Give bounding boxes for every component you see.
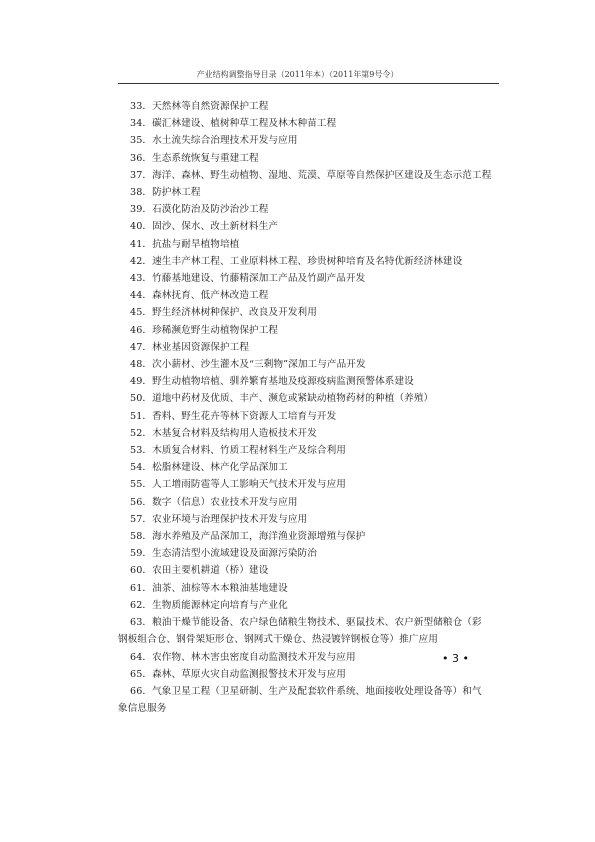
- item-text: 粮油干燥节能设备、农户绿色储粮生物技术、驱鼠技术、农户新型储粮仓（彩钢板组合仓、钢骨架矩形仓、钢网式干燥仓、热浸镀锌钢板仓等）推广应用: [118, 617, 482, 646]
- item-number: 65．: [130, 668, 153, 680]
- list-item: [130, 167, 500, 184]
- item-text: 道地中药材及优质、丰产、濒危或紧缺动植物药材的种植（养殖）: [152, 393, 434, 405]
- item-number: 54．: [130, 462, 153, 474]
- item-number: 66．: [130, 685, 153, 697]
- page-number: • 3 •: [442, 652, 469, 665]
- item-text: 松脂林建设、林产化学品深加工: [152, 462, 288, 474]
- item-text: 抗盐与耐旱植物培植: [152, 238, 240, 250]
- item-text: 森林、草原火灾自动监测报警技术开发与应用: [152, 668, 346, 680]
- item-number: 50．: [130, 393, 153, 405]
- item-text: 海水养殖及产品深加工，海洋渔业资源增殖与保护: [152, 531, 366, 543]
- header-rule: [118, 83, 499, 84]
- item-text: 木质复合材料、竹质工程材料生产及综合利用: [152, 445, 346, 457]
- list-item: [130, 528, 500, 545]
- item-text: 农作物、林木害虫密度自动监测技术开发与应用: [152, 651, 356, 663]
- item-number: 39．: [130, 204, 153, 216]
- item-text: 数字（信息）农业技术开发与应用: [152, 496, 298, 508]
- list-item: [130, 253, 500, 270]
- list-item: [130, 201, 500, 218]
- item-number: 37．: [130, 169, 153, 181]
- item-number: 34．: [130, 118, 153, 130]
- item-number: 49．: [130, 376, 153, 388]
- item-number: 53．: [130, 445, 153, 457]
- item-number: 56．: [130, 496, 153, 508]
- item-text: 气象卫星工程（卫星研制、生产及配套软件系统、地面接收处理设备等）和气象信息服务: [118, 685, 482, 715]
- running-header: 产业结构调整指导目录（2011年本）（2011年第9号令）: [196, 70, 399, 79]
- item-number: 42．: [130, 255, 153, 267]
- list-item: [130, 218, 500, 235]
- item-number: 46．: [130, 324, 153, 336]
- item-number: 51．: [130, 410, 153, 422]
- item-text: 农田主要机耕道（桥）建设: [152, 565, 269, 577]
- list-item: [130, 442, 500, 459]
- item-text: 碳汇林建设、植树种草工程及林木种苗工程: [152, 118, 337, 130]
- item-number: 44．: [130, 290, 153, 302]
- item-text: 林业基因资源保护工程: [152, 341, 250, 353]
- item-number: 52．: [130, 427, 153, 439]
- item-list: [118, 98, 500, 717]
- item-text: 速生丰产林工程、工业原料林工程、珍贵树种培育及名特优新经济林建设: [152, 255, 463, 267]
- list-item: [130, 580, 500, 597]
- item-text: 次小薪材、沙生灌木及“三剩物”深加工与产品开发: [152, 359, 366, 371]
- list-item: [130, 339, 500, 356]
- item-number: 45．: [130, 307, 153, 319]
- list-item: [130, 545, 500, 562]
- list-item: [130, 98, 500, 115]
- item-number: 33．: [130, 101, 153, 112]
- list-item: [130, 597, 500, 614]
- item-number: 40．: [130, 221, 153, 233]
- item-number: 55．: [130, 479, 153, 491]
- list-item: [130, 494, 500, 511]
- item-number: 64．: [130, 651, 153, 663]
- item-number: 61．: [130, 582, 153, 594]
- list-item: [130, 390, 500, 407]
- item-number: 57．: [130, 513, 153, 525]
- item-text: 水土流失综合治理技术开发与应用: [152, 135, 298, 147]
- list-item: [130, 373, 500, 390]
- item-number: 47．: [130, 341, 153, 353]
- list-item: [130, 511, 500, 528]
- item-text: 防护林工程: [152, 187, 201, 199]
- list-item: [130, 476, 500, 493]
- list-item: [130, 356, 500, 373]
- item-number: 58．: [130, 531, 153, 543]
- list-item: [130, 270, 500, 287]
- item-number: 62．: [130, 599, 153, 611]
- item-number: 38．: [130, 187, 153, 199]
- list-item: [118, 683, 486, 717]
- list-item: [130, 322, 500, 339]
- item-text: 野生动植物培植、驯养繁育基地及疫源疫病监测预警体系建设: [152, 376, 414, 388]
- item-number: 59．: [130, 548, 153, 560]
- item-text: 固沙、保水、改土新材料生产: [152, 221, 279, 233]
- item-text: 香料、野生花卉等林下资源人工培育与开发: [152, 410, 337, 422]
- item-number: 43．: [130, 273, 153, 285]
- item-text: 海洋、森林、野生动植物、湿地、荒漠、草原等自然保护区建设及生态示范工程: [152, 169, 492, 181]
- item-text: 生态清洁型小流域建设及面源污染防治: [152, 548, 317, 560]
- item-number: 35．: [130, 135, 153, 147]
- list-item: [130, 287, 500, 304]
- list-item: [130, 666, 500, 683]
- item-text: 天然林等自然资源保护工程: [152, 101, 269, 112]
- list-item: [130, 459, 500, 476]
- item-text: 油茶、油棕等木本粮油基地建设: [152, 582, 288, 594]
- item-text: 竹藤基地建设、竹藤精深加工产品及竹副产品开发: [152, 273, 366, 285]
- item-text: 木基复合材料及结构用人造板技术开发: [152, 427, 317, 439]
- item-number: 48．: [130, 359, 153, 371]
- item-text: 人工增雨防雹等人工影响天气技术开发与应用: [152, 479, 346, 491]
- item-text: 生态系统恢复与重建工程: [152, 152, 259, 164]
- item-text: 生物质能源林定向培育与产业化: [152, 599, 288, 611]
- list-item: [130, 184, 500, 201]
- list-item: [130, 236, 500, 253]
- item-text: 农业环境与治理保护技术开发与应用: [152, 513, 308, 525]
- list-item: [130, 562, 500, 579]
- item-number: 41．: [130, 238, 153, 250]
- item-text: 石漠化防治及防沙治沙工程: [152, 204, 269, 216]
- item-text: 森林抚育、低产林改造工程: [152, 290, 269, 302]
- list-item: [130, 115, 500, 132]
- list-item: [130, 304, 500, 321]
- list-item: [130, 408, 500, 425]
- list-item: [130, 425, 500, 442]
- item-number: 63．: [130, 617, 153, 629]
- list-item: [130, 132, 500, 149]
- item-number: 36．: [130, 152, 153, 164]
- item-number: 60．: [130, 565, 153, 577]
- list-item: [118, 614, 486, 648]
- item-text: 野生经济林树种保护、改良及开发利用: [152, 307, 317, 319]
- item-text: 珍稀濒危野生动植物保护工程: [152, 324, 279, 336]
- list-item: [130, 150, 500, 167]
